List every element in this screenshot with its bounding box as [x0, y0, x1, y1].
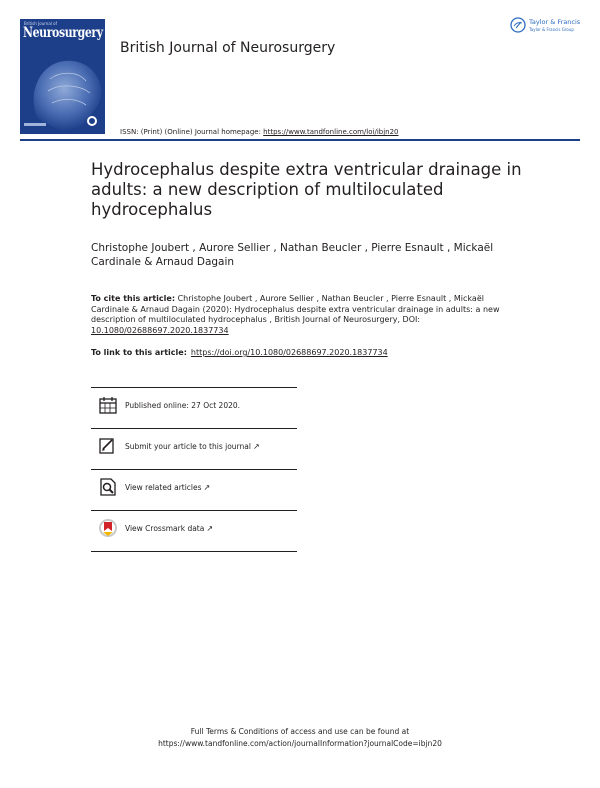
link-line — [91, 348, 388, 357]
calendar-icon — [98, 395, 118, 415]
external-link-icon: ↗ — [206, 524, 214, 533]
link-label: To link to this article: — [91, 348, 187, 357]
footer — [100, 726, 500, 750]
related-articles-icon — [98, 477, 118, 497]
divider — [91, 387, 297, 388]
citation-block — [91, 294, 511, 336]
citation-doi-link[interactable]: 10.1080/02688697.2020.1837734 — [91, 325, 229, 335]
issn-line — [120, 128, 399, 136]
external-link-icon: ↗ — [203, 483, 211, 492]
article-doi-link[interactable]: https://doi.org/10.1080/02688697.2020.1837734 — [190, 348, 388, 357]
citation-label: To cite this article: — [91, 294, 176, 303]
crossmark-label: View Crossmark data — [125, 524, 205, 533]
related-articles-label: View related articles — [125, 483, 202, 492]
journal-homepage-link[interactable]: https://www.tandfonline.com/loi/ibjn20 — [263, 128, 399, 136]
footer-terms-link[interactable]: https://www.tandfonline.com/action/journalInformation?journalCode=ibjn20 — [158, 739, 442, 748]
divider — [91, 510, 297, 511]
submit-icon — [98, 436, 118, 456]
divider — [91, 428, 297, 429]
external-link-icon: ↗ — [252, 442, 260, 451]
article-title: Hydrocephalus despite extra ventricular drainage in adults: a new description of multiloculated hydrocephalus — [91, 160, 522, 219]
publisher-name: Taylor & Francis — [529, 18, 581, 26]
publisher-logo-icon — [510, 17, 526, 33]
cover-brand: Neurosurgery — [23, 25, 103, 41]
issn-prefix: ISSN: (Print) (Online) Journal homepage: — [120, 128, 264, 136]
citation-text: Christophe Joubert , Aurore Sellier , Nathan Beucler , Pierre Esnault , Mickaël Cardinale & Arnaud Dagain (2020): Hydrocephalus despite extra ventricular drainage in adults: a new description of multiloculated hydrocephalus , British Journal of Neurosurgery, DOI: — [91, 294, 500, 324]
cover-head-illustration — [20, 49, 105, 134]
submit-article-label: Submit your article to this journal — [125, 442, 251, 451]
published-online-label: Published online: 27 Oct 2020. — [125, 401, 241, 410]
crossmark-link[interactable] — [125, 524, 213, 533]
journal-cover — [20, 19, 105, 134]
divider — [91, 551, 297, 552]
crossmark-icon — [98, 518, 118, 538]
article-authors: Christophe Joubert , Aurore Sellier , Nathan Beucler , Pierre Esnault , Mickaël Cardinale & Arnaud Dagain — [91, 242, 494, 268]
cover-brand-top: British Journal of — [24, 21, 58, 26]
publisher-sub: Taylor & Francis Group — [529, 27, 574, 32]
submit-article-link[interactable] — [125, 442, 260, 451]
publisher-logo — [510, 16, 585, 36]
journal-title: British Journal of Neurosurgery — [120, 40, 336, 56]
divider — [91, 469, 297, 470]
footer-line-1: Full Terms & Conditions of access and use can be found at — [190, 727, 410, 736]
header-rule — [20, 139, 580, 141]
related-articles-link[interactable] — [125, 483, 210, 492]
